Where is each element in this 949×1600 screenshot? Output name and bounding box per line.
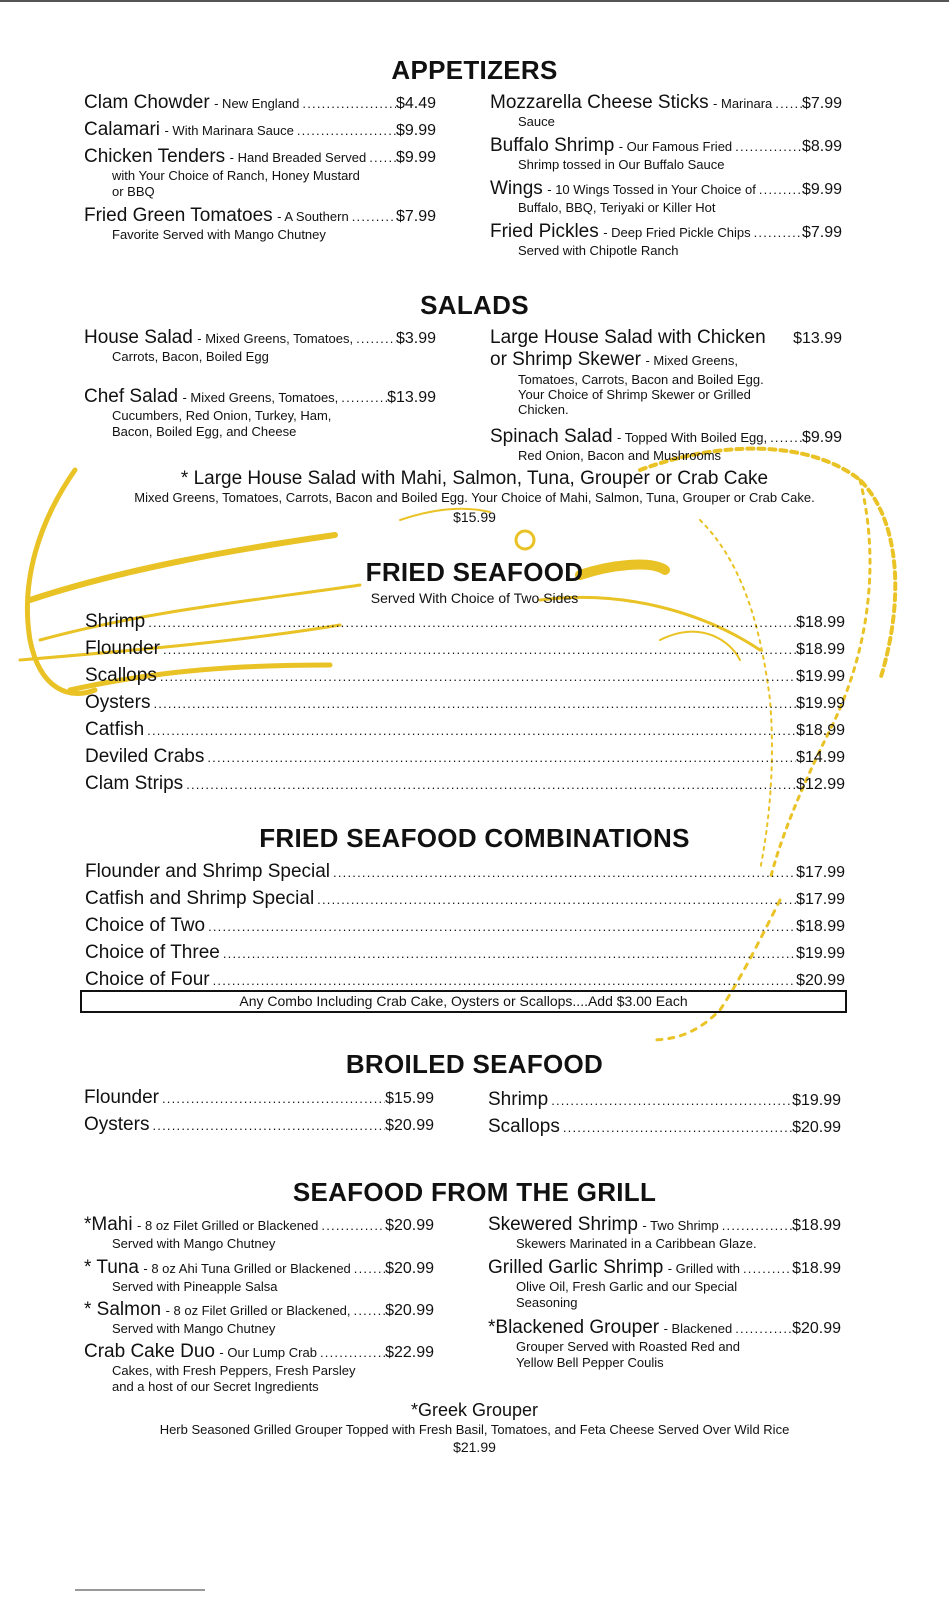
combinations-heading: FRIED SEAFOOD COMBINATIONS	[259, 823, 690, 853]
grill-item: * Salmon - 8 oz Filet Grilled or Blackened, ..... $20.99 Served with Mango Chutney	[84, 1299, 434, 1337]
appetizer-item: Mozzarella Cheese Sticks - Marinara ..... $7.99 Sauce	[490, 92, 842, 130]
fried-item: Flounder ..... $18.99	[85, 638, 845, 660]
fried-seafood-subtitle: Served With Choice of Two Sides	[370, 590, 579, 606]
grill-item: * Tuna - 8 oz Ahi Tuna Grilled or Blackened ..... $20.99 Served with Pineapple Salsa	[84, 1257, 434, 1295]
special-salad-name: * Large House Salad with Mahi, Salmon, Tuna, Grouper or Crab Cake	[180, 468, 769, 489]
greek-grouper-price: $21.99	[453, 1439, 496, 1455]
appetizer-item: Calamari - With Marinara Sauce ..... $9.99	[84, 119, 436, 141]
fried-item: Catfish ..... $18.99	[85, 719, 845, 741]
appetizer-item: Clam Chowder - New England ..... $4.49	[84, 92, 436, 114]
appetizer-item: Buffalo Shrimp - Our Famous Fried ..... $8.99 Shrimp tossed in Our Buffalo Sauce	[490, 135, 842, 173]
appetizer-item: Chicken Tenders - Hand Breaded Served ..... $9.99 with Your Choice of Ranch, Honey Mustard or BBQ	[84, 146, 436, 199]
broiled-item: Oysters ..... $20.99	[84, 1114, 434, 1136]
combo-item: Catfish and Shrimp Special ..... $17.99	[85, 888, 845, 910]
fried-item: Shrimp ..... $18.99	[85, 611, 845, 633]
broiled-item: Flounder ..... $15.99	[84, 1087, 434, 1109]
grill-item: Crab Cake Duo - Our Lump Crab ..... $22.99 Cakes, with Fresh Peppers, Fresh Parsley and a host of our Secret Ingredients	[84, 1341, 434, 1394]
special-salad-price: $15.99	[453, 509, 496, 525]
grill-item: *Blackened Grouper - Blackened ..... $20.99 Grouper Served with Roasted Red and Yellow Bell Pepper Coulis	[488, 1317, 841, 1370]
broiled-item: Scallops ..... $20.99	[488, 1116, 841, 1138]
salad-item: Chef Salad - Mixed Greens, Tomatoes, ..... $13.99 Cucumbers, Red Onion, Turkey, Ham, Bacon, Boiled Egg, and Cheese	[84, 386, 436, 439]
combo-upcharge-note: Any Combo Including Crab Cake, Oysters or Scallops....Add $3.00 Each	[80, 990, 847, 1013]
grill-item: *Mahi - 8 oz Filet Grilled or Blackened ..... $20.99 Served with Mango Chutney	[84, 1214, 434, 1252]
appetizer-item: Wings - 10 Wings Tossed in Your Choice of ..... $9.99 Buffalo, BBQ, Teriyaki or Killer Hot	[490, 178, 842, 216]
fried-item: Deviled Crabs ..... $14.99	[85, 746, 845, 768]
salad-item: Spinach Salad - Topped With Boiled Egg, ..... $9.99 Red Onion, Bacon and Mushrooms	[490, 426, 842, 464]
appetizers-heading: APPETIZERS	[391, 55, 558, 85]
combo-item: Flounder and Shrimp Special ..... $17.99	[85, 861, 845, 883]
grill-item: Grilled Garlic Shrimp - Grilled with ..... $18.99 Olive Oil, Fresh Garlic and our Special Seasoning	[488, 1257, 841, 1310]
salad-item: House Salad - Mixed Greens, Tomatoes, ..... $3.99 Carrots, Bacon, Boiled Egg	[84, 327, 436, 365]
combo-item: Choice of Two ..... $18.99	[85, 915, 845, 937]
salads-heading: SALADS	[420, 290, 529, 320]
combo-item: Choice of Four ..... $20.99	[85, 969, 845, 991]
appetizer-item: Fried Green Tomatoes - A Southern ..... $7.99 Favorite Served with Mango Chutney	[84, 205, 436, 243]
bottom-rule	[75, 1589, 205, 1591]
grill-heading: SEAFOOD FROM THE GRILL	[292, 1177, 657, 1207]
greek-grouper-name: *Greek Grouper	[410, 1400, 539, 1420]
salad-item: Large House Salad with Chicken $13.99 or Shrimp Skewer - Mixed Greens, Tomatoes, Carrots, Bacon and Boiled Egg. Your Choice of Shrimp Skewer or Grilled Chicken.	[490, 327, 842, 418]
fried-item: Oysters ..... $19.99	[85, 692, 845, 714]
page-top-border	[0, 0, 949, 2]
fried-item: Clam Strips ..... $12.99	[85, 773, 845, 795]
greek-grouper-desc: Herb Seasoned Grilled Grouper Topped with Fresh Basil, Tomatoes, and Feta Cheese Served Over Wild Rice	[159, 1422, 790, 1437]
broiled-seafood-heading: BROILED SEAFOOD	[345, 1049, 604, 1079]
grill-item: Skewered Shrimp - Two Shrimp ..... $18.99 Skewers Marinated in a Caribbean Glaze.	[488, 1214, 841, 1252]
combo-item: Choice of Three ..... $19.99	[85, 942, 845, 964]
fried-item: Scallops ..... $19.99	[85, 665, 845, 687]
special-salad-desc: Mixed Greens, Tomatoes, Carrots, Bacon and Boiled Egg. Your Choice of Mahi, Salmon, Tuna, Grouper or Crab Cake.	[134, 490, 815, 505]
appetizer-item: Fried Pickles - Deep Fried Pickle Chips ..... $7.99 Served with Chipotle Ranch	[490, 221, 842, 259]
fried-seafood-heading: FRIED SEAFOOD	[365, 557, 584, 587]
broiled-item: Shrimp ..... $19.99	[488, 1089, 841, 1111]
